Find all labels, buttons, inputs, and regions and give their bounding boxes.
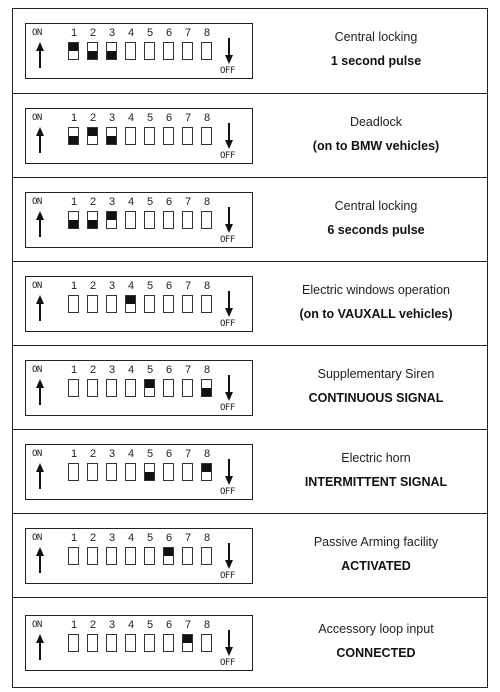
dip-switch-6: [163, 127, 174, 145]
dip-switch-7: [182, 379, 193, 397]
switch-number: 4: [127, 364, 135, 376]
dip-switch-8: [201, 463, 212, 481]
dip-switch-diagram: [25, 528, 253, 584]
setting-function: Passive Arming facility: [313, 535, 439, 549]
dip-switch-2: [87, 547, 98, 565]
dip-switch-8: [201, 295, 212, 313]
switch-number: 6: [165, 27, 173, 39]
dip-switch-4: [125, 211, 136, 229]
switch-number: 2: [89, 619, 97, 631]
switch-number: 8: [203, 619, 211, 631]
switch-number: 6: [165, 532, 173, 544]
switch-number: 1: [70, 364, 78, 376]
on-label: ON: [32, 365, 42, 375]
dip-switch-3: [106, 127, 117, 145]
dip-switch-8: [201, 42, 212, 60]
dip-switch-8: [201, 211, 212, 229]
dip-switch-3: [106, 42, 117, 60]
on-label: ON: [32, 28, 42, 38]
switch-knob-up: [107, 212, 116, 220]
dip-switch-5: [144, 634, 155, 652]
switch-knob-down: [145, 472, 154, 480]
dip-switch-diagram: [25, 444, 253, 500]
setting-function: Deadlock: [349, 115, 403, 129]
dip-switch-4: [125, 379, 136, 397]
switch-number: 5: [146, 196, 154, 208]
dip-switch-diagram: [25, 23, 253, 79]
switch-number: 8: [203, 532, 211, 544]
switch-number: 2: [89, 27, 97, 39]
switch-number: 8: [203, 280, 211, 292]
dip-switch-diagram: [25, 276, 253, 332]
switch-number: 7: [184, 280, 192, 292]
setting-row: [13, 177, 487, 261]
switch-number: 8: [203, 448, 211, 460]
dip-switch-7: [182, 211, 193, 229]
arrow-up-icon: [35, 42, 45, 73]
switch-number: 4: [127, 112, 135, 124]
dip-switch-4: [125, 295, 136, 313]
switch-number: 1: [70, 619, 78, 631]
arrow-up-icon: [35, 634, 45, 665]
switch-number: 2: [89, 280, 97, 292]
switch-number: 3: [108, 112, 116, 124]
arrow-down-icon: [224, 630, 234, 661]
switch-number: 6: [165, 112, 173, 124]
arrow-up-icon: [35, 463, 45, 494]
on-label: ON: [32, 449, 42, 459]
switch-number: 3: [108, 27, 116, 39]
setting-row: [13, 597, 487, 686]
switch-number: 3: [108, 196, 116, 208]
setting-description: [263, 30, 489, 68]
setting-row: [13, 9, 487, 93]
switch-number: 7: [184, 364, 192, 376]
switch-knob-up: [183, 635, 192, 643]
setting-value: (on to VAUXALL vehicles): [299, 307, 453, 321]
dip-switch-3: [106, 634, 117, 652]
dip-switch-8: [201, 379, 212, 397]
dip-switch-2: [87, 295, 98, 313]
arrow-up-icon: [35, 127, 45, 158]
dip-switch-2: [87, 127, 98, 145]
switch-number: 8: [203, 196, 211, 208]
switch-number: 4: [127, 27, 135, 39]
setting-value: ACTIVATED: [341, 559, 411, 573]
off-label: OFF: [220, 319, 235, 329]
switch-knob-down: [69, 220, 78, 228]
off-label: OFF: [220, 571, 235, 581]
switch-knob-up: [164, 548, 173, 556]
setting-value: 1 second pulse: [330, 54, 422, 68]
switch-number: 4: [127, 448, 135, 460]
switch-number: 6: [165, 448, 173, 460]
setting-description: [263, 622, 489, 660]
setting-value: INTERMITTENT SIGNAL: [304, 475, 448, 489]
dip-switch-4: [125, 463, 136, 481]
setting-description: [263, 115, 489, 153]
switch-number: 3: [108, 619, 116, 631]
off-label: OFF: [220, 658, 235, 668]
dip-switch-6: [163, 379, 174, 397]
arrow-up-icon: [35, 379, 45, 410]
setting-description: [263, 283, 489, 321]
dip-switch-3: [106, 463, 117, 481]
off-label: OFF: [220, 403, 235, 413]
on-label: ON: [32, 113, 42, 123]
switch-number: 5: [146, 112, 154, 124]
on-label: ON: [32, 281, 42, 291]
switch-number: 5: [146, 364, 154, 376]
dip-switch-8: [201, 547, 212, 565]
switch-knob-down: [107, 51, 116, 59]
dip-switch-2: [87, 211, 98, 229]
switch-knob-up: [88, 128, 97, 136]
switch-number: 5: [146, 532, 154, 544]
dip-switch-3: [106, 295, 117, 313]
off-label: OFF: [220, 66, 235, 76]
setting-row: [13, 93, 487, 177]
switch-number: 1: [70, 27, 78, 39]
switch-knob-up: [202, 464, 211, 472]
switch-number: 7: [184, 196, 192, 208]
dip-switch-2: [87, 42, 98, 60]
dip-switch-4: [125, 547, 136, 565]
dip-switch-6: [163, 42, 174, 60]
setting-row: [13, 513, 487, 597]
dip-switch-4: [125, 634, 136, 652]
setting-description: [263, 535, 489, 573]
switch-number: 2: [89, 448, 97, 460]
switch-number: 4: [127, 532, 135, 544]
switch-number: 6: [165, 196, 173, 208]
dip-switch-1: [68, 463, 79, 481]
switch-knob-down: [88, 220, 97, 228]
dip-switch-5: [144, 127, 155, 145]
off-label: OFF: [220, 151, 235, 161]
dip-switch-5: [144, 295, 155, 313]
switch-number: 1: [70, 448, 78, 460]
switch-number: 7: [184, 619, 192, 631]
dip-switch-4: [125, 127, 136, 145]
dip-switch-5: [144, 463, 155, 481]
dip-switch-diagram: [25, 360, 253, 416]
setting-description: [263, 451, 489, 489]
setting-value: (on to BMW vehicles): [312, 139, 440, 153]
dip-switch-5: [144, 42, 155, 60]
switch-number: 3: [108, 364, 116, 376]
arrow-up-icon: [35, 547, 45, 578]
switch-number: 5: [146, 448, 154, 460]
dip-switch-diagram: [25, 615, 253, 671]
switch-number: 2: [89, 364, 97, 376]
switch-number: 7: [184, 27, 192, 39]
setting-function: Accessory loop input: [318, 622, 434, 636]
dip-switch-1: [68, 127, 79, 145]
off-label: OFF: [220, 235, 235, 245]
switch-number: 6: [165, 364, 173, 376]
dip-switch-2: [87, 379, 98, 397]
dip-switch-settings-table: [12, 8, 488, 688]
arrow-down-icon: [224, 543, 234, 574]
switch-knob-down: [88, 51, 97, 59]
setting-value: CONTINUOUS SIGNAL: [308, 391, 444, 405]
arrow-down-icon: [224, 291, 234, 322]
switch-knob-down: [202, 388, 211, 396]
setting-row: [13, 261, 487, 345]
dip-switch-1: [68, 547, 79, 565]
dip-switch-2: [87, 634, 98, 652]
dip-switch-diagram: [25, 108, 253, 164]
off-label: OFF: [220, 487, 235, 497]
switch-number: 4: [127, 196, 135, 208]
dip-switch-5: [144, 211, 155, 229]
dip-switch-2: [87, 463, 98, 481]
switch-number: 5: [146, 619, 154, 631]
arrow-up-icon: [35, 295, 45, 326]
switch-number: 5: [146, 280, 154, 292]
switch-number: 2: [89, 112, 97, 124]
switch-number: 4: [127, 280, 135, 292]
dip-switch-7: [182, 634, 193, 652]
switch-number: 1: [70, 280, 78, 292]
arrow-down-icon: [224, 375, 234, 406]
dip-switch-8: [201, 634, 212, 652]
dip-switch-3: [106, 379, 117, 397]
dip-switch-7: [182, 42, 193, 60]
switch-knob-down: [69, 136, 78, 144]
switch-number: 7: [184, 532, 192, 544]
on-label: ON: [32, 197, 42, 207]
switch-number: 1: [70, 532, 78, 544]
switch-number: 2: [89, 196, 97, 208]
dip-switch-5: [144, 547, 155, 565]
setting-row: [13, 345, 487, 429]
dip-switch-8: [201, 127, 212, 145]
switch-knob-down: [107, 136, 116, 144]
dip-switch-7: [182, 127, 193, 145]
dip-switch-6: [163, 634, 174, 652]
dip-switch-4: [125, 42, 136, 60]
setting-function: Central locking: [334, 30, 418, 44]
switch-number: 1: [70, 196, 78, 208]
arrow-down-icon: [224, 38, 234, 69]
setting-function: Electric horn: [341, 451, 411, 465]
on-label: ON: [32, 533, 42, 543]
setting-value: 6 seconds pulse: [327, 223, 425, 237]
dip-switch-1: [68, 295, 79, 313]
switch-number: 3: [108, 280, 116, 292]
setting-description: [263, 199, 489, 237]
arrow-down-icon: [224, 207, 234, 238]
switch-number: 4: [127, 619, 135, 631]
switch-number: 3: [108, 532, 116, 544]
setting-row: [13, 429, 487, 513]
dip-switch-5: [144, 379, 155, 397]
dip-switch-7: [182, 547, 193, 565]
switch-number: 2: [89, 532, 97, 544]
switch-number: 1: [70, 112, 78, 124]
dip-switch-1: [68, 379, 79, 397]
switch-number: 3: [108, 448, 116, 460]
switch-number: 8: [203, 27, 211, 39]
dip-switch-6: [163, 547, 174, 565]
setting-function: Electric windows operation: [302, 283, 450, 297]
switch-number: 7: [184, 448, 192, 460]
switch-knob-up: [69, 43, 78, 51]
dip-switch-3: [106, 211, 117, 229]
switch-number: 8: [203, 112, 211, 124]
dip-switch-1: [68, 211, 79, 229]
switch-number: 6: [165, 619, 173, 631]
switch-number: 5: [146, 27, 154, 39]
setting-description: [263, 367, 489, 405]
setting-value: CONNECTED: [336, 646, 416, 660]
dip-switch-6: [163, 295, 174, 313]
switch-number: 7: [184, 112, 192, 124]
dip-switch-1: [68, 42, 79, 60]
switch-knob-up: [126, 296, 135, 304]
switch-number: 8: [203, 364, 211, 376]
dip-switch-7: [182, 295, 193, 313]
setting-function: Supplementary Siren: [317, 367, 435, 381]
dip-switch-6: [163, 211, 174, 229]
dip-switch-7: [182, 463, 193, 481]
dip-switch-6: [163, 463, 174, 481]
on-label: ON: [32, 620, 42, 630]
arrow-down-icon: [224, 123, 234, 154]
setting-function: Central locking: [334, 199, 418, 213]
arrow-up-icon: [35, 211, 45, 242]
dip-switch-1: [68, 634, 79, 652]
switch-knob-up: [145, 380, 154, 388]
dip-switch-3: [106, 547, 117, 565]
dip-switch-diagram: [25, 192, 253, 248]
switch-number: 6: [165, 280, 173, 292]
arrow-down-icon: [224, 459, 234, 490]
